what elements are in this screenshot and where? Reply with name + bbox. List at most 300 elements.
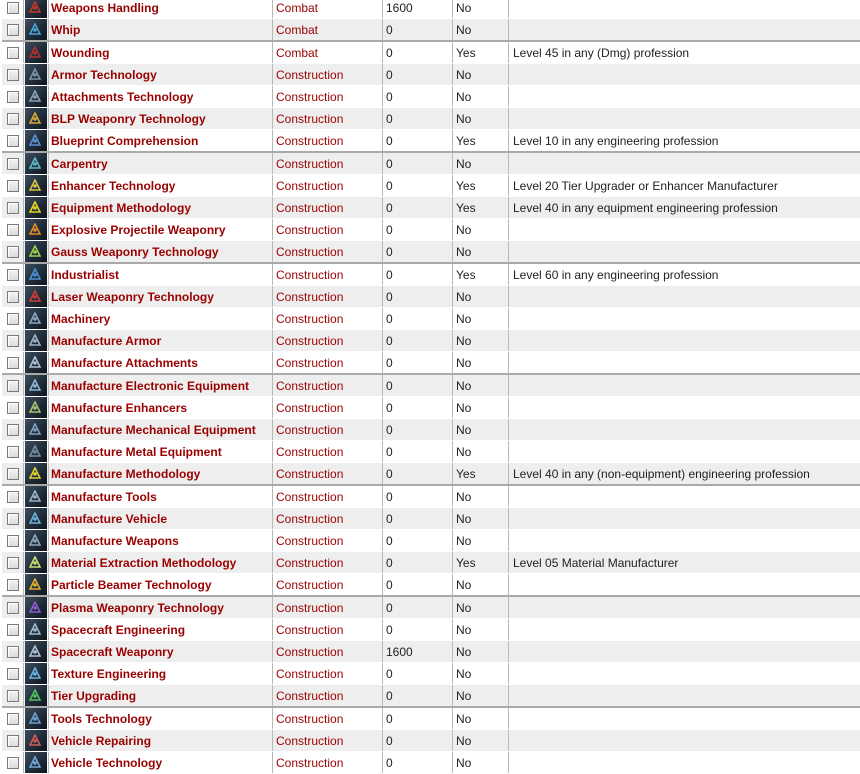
select-checkbox[interactable] [7, 69, 19, 81]
select-checkbox[interactable] [7, 158, 19, 170]
select-cell [2, 241, 24, 264]
skill-category: Construction [273, 619, 383, 641]
skill-limited: No [453, 641, 509, 663]
icon-cell [24, 619, 49, 641]
select-cell [2, 619, 24, 641]
plasma-icon-glyph [29, 601, 41, 613]
skill-category: Construction [273, 552, 383, 574]
skill-name[interactable]: Vehicle Repairing [49, 730, 273, 752]
skill-name[interactable]: Manufacture Metal Equipment [49, 441, 273, 463]
select-cell [2, 352, 24, 375]
select-checkbox[interactable] [7, 135, 19, 147]
skill-name[interactable]: Manufacture Weapons [49, 530, 273, 552]
select-checkbox[interactable] [7, 602, 19, 614]
select-checkbox[interactable] [7, 402, 19, 414]
icon-cell [24, 397, 49, 419]
skill-requirement: Level 40 in any (non-equipment) engineering profession [509, 463, 860, 486]
skill-limited: No [453, 485, 509, 508]
spacecraft-icon-glyph [29, 623, 41, 635]
select-checkbox[interactable] [7, 646, 19, 658]
icon-cell [24, 130, 49, 153]
select-cell [2, 152, 24, 175]
manufacture-enhancers-icon-glyph [29, 401, 41, 413]
skill-cost: 0 [383, 286, 453, 308]
skill-category: Construction [273, 707, 383, 730]
select-cell [2, 552, 24, 574]
skill-row [2, 108, 860, 130]
skill-limited: No [453, 330, 509, 352]
skill-cost: 0 [383, 175, 453, 197]
armor-icon [25, 64, 47, 85]
skill-row [2, 286, 860, 308]
select-cell [2, 730, 24, 752]
icon-cell [24, 263, 49, 286]
select-checkbox[interactable] [7, 2, 19, 14]
icon-cell [24, 197, 49, 219]
skill-limited: No [453, 397, 509, 419]
skill-cost: 0 [383, 419, 453, 441]
manufacture-attachments-icon [25, 352, 47, 373]
skill-limited: No [453, 508, 509, 530]
skill-requirement [509, 707, 860, 730]
skill-cost: 0 [383, 152, 453, 175]
skill-category: Construction [273, 730, 383, 752]
blp-weapon-icon [25, 108, 47, 129]
skill-name[interactable]: Texture Engineering [49, 663, 273, 685]
select-checkbox[interactable] [7, 224, 19, 236]
skill-cost: 0 [383, 263, 453, 286]
skill-category: Construction [273, 685, 383, 708]
select-checkbox[interactable] [7, 535, 19, 547]
skill-row [2, 619, 860, 641]
skill-name[interactable]: Tools Technology [49, 707, 273, 730]
select-cell [2, 397, 24, 419]
skill-name[interactable]: Manufacture Tools [49, 485, 273, 508]
skill-row [2, 308, 860, 330]
select-cell [2, 530, 24, 552]
skill-category: Construction [273, 152, 383, 175]
wound-icon-glyph [29, 46, 41, 58]
skill-limited: No [453, 441, 509, 463]
skill-row [2, 19, 860, 42]
vehicle-repair-icon-glyph [29, 734, 41, 746]
select-checkbox[interactable] [7, 557, 19, 569]
skill-row [2, 330, 860, 352]
skill-row [2, 0, 860, 19]
skill-row [2, 197, 860, 219]
skill-row [2, 263, 860, 286]
skill-cost: 1600 [383, 641, 453, 663]
skill-name[interactable]: Blueprint Comprehension [49, 130, 273, 153]
extraction-icon [25, 552, 47, 573]
skill-row [2, 419, 860, 441]
skill-name[interactable]: Gauss Weaponry Technology [49, 241, 273, 264]
skill-requirement [509, 86, 860, 108]
vehicle-icon [25, 508, 47, 529]
skill-requirement [509, 574, 860, 597]
vehicle-repair-icon [25, 730, 47, 751]
select-cell [2, 108, 24, 130]
skill-category: Construction [273, 64, 383, 86]
blp-weapon-icon-glyph [29, 112, 41, 124]
select-checkbox[interactable] [7, 202, 19, 214]
skill-row [2, 41, 860, 64]
skill-limited: No [453, 152, 509, 175]
plasma-icon [25, 597, 47, 618]
icon-cell [24, 596, 49, 619]
select-cell [2, 463, 24, 486]
select-checkbox[interactable] [7, 335, 19, 347]
select-cell [2, 641, 24, 663]
select-checkbox[interactable] [7, 180, 19, 192]
electronics-icon [25, 375, 47, 396]
manufacture-weapons-icon [25, 530, 47, 551]
particle-beam-icon [25, 574, 47, 595]
select-checkbox[interactable] [7, 313, 19, 325]
select-checkbox[interactable] [7, 246, 19, 258]
icon-cell [24, 530, 49, 552]
skill-requirement [509, 397, 860, 419]
skill-name[interactable]: Tier Upgrading [49, 685, 273, 708]
skill-cost: 0 [383, 219, 453, 241]
skill-name[interactable]: Manufacture Vehicle [49, 508, 273, 530]
skill-limited: No [453, 619, 509, 641]
arrows-icon-glyph [29, 467, 41, 479]
skill-category: Construction [273, 641, 383, 663]
icon-cell [24, 552, 49, 574]
skill-limited: No [453, 352, 509, 375]
skill-cost: 0 [383, 485, 453, 508]
laser-icon [25, 286, 47, 307]
skill-cost: 0 [383, 397, 453, 419]
enhancer-icon-glyph [29, 179, 41, 191]
skill-requirement [509, 152, 860, 175]
skill-category: Construction [273, 441, 383, 463]
skill-cost: 0 [383, 352, 453, 375]
select-cell [2, 19, 24, 42]
skill-requirement [509, 308, 860, 330]
skill-category: Construction [273, 241, 383, 264]
icon-cell [24, 441, 49, 463]
skill-name[interactable]: Carpentry [49, 152, 273, 175]
select-checkbox[interactable] [7, 291, 19, 303]
icon-cell [24, 663, 49, 685]
icon-cell [24, 0, 49, 19]
icon-cell [24, 752, 49, 774]
arrows-icon [25, 463, 47, 484]
select-cell [2, 175, 24, 197]
skill-category: Combat [273, 0, 383, 19]
skill-cost: 0 [383, 752, 453, 774]
select-checkbox[interactable] [7, 624, 19, 636]
select-checkbox[interactable] [7, 690, 19, 702]
skill-name[interactable]: Particle Beamer Technology [49, 574, 273, 597]
skill-name[interactable]: Equipment Methodology [49, 197, 273, 219]
skill-cost: 0 [383, 463, 453, 486]
skill-cost: 0 [383, 41, 453, 64]
skill-row [2, 641, 860, 663]
skill-requirement [509, 241, 860, 264]
skill-name[interactable]: Manufacture Attachments [49, 352, 273, 375]
skill-requirement: Level 10 in any engineering profession [509, 130, 860, 153]
skill-name[interactable]: Vehicle Technology [49, 752, 273, 774]
skills-table-body [2, 0, 860, 774]
skill-cost: 0 [383, 707, 453, 730]
skill-cost: 0 [383, 619, 453, 641]
skill-row [2, 685, 860, 708]
select-checkbox[interactable] [7, 113, 19, 125]
skill-cost: 0 [383, 441, 453, 463]
select-cell [2, 41, 24, 64]
select-cell [2, 219, 24, 241]
select-cell [2, 330, 24, 352]
skill-requirement [509, 286, 860, 308]
skill-name[interactable]: Armor Technology [49, 64, 273, 86]
icon-cell [24, 64, 49, 86]
skill-cost: 0 [383, 596, 453, 619]
skill-requirement [509, 530, 860, 552]
skill-requirement [509, 419, 860, 441]
skill-limited: Yes [453, 175, 509, 197]
select-cell [2, 374, 24, 397]
icon-cell [24, 463, 49, 486]
manufacture-attachments-icon-glyph [29, 356, 41, 368]
skill-requirement [509, 374, 860, 397]
skill-requirement [509, 752, 860, 774]
icon-cell [24, 330, 49, 352]
radiation-icon [25, 197, 47, 218]
select-cell [2, 685, 24, 708]
skill-requirement [509, 685, 860, 708]
skill-requirement: Level 40 in any equipment engineering profession [509, 197, 860, 219]
skill-name[interactable]: Enhancer Technology [49, 175, 273, 197]
skill-name[interactable]: Machinery [49, 308, 273, 330]
skill-row [2, 485, 860, 508]
skill-cost: 0 [383, 19, 453, 42]
metal-icon [25, 441, 47, 462]
icon-cell [24, 574, 49, 597]
manufacture-armor-icon [25, 330, 47, 351]
skill-requirement: Level 60 in any engineering profession [509, 263, 860, 286]
skill-row [2, 64, 860, 86]
skill-cost: 0 [383, 530, 453, 552]
attachment-icon-glyph [29, 90, 41, 102]
select-checkbox[interactable] [7, 579, 19, 591]
skill-category: Construction [273, 752, 383, 774]
select-checkbox[interactable] [7, 380, 19, 392]
skill-name[interactable]: Spacecraft Engineering [49, 619, 273, 641]
skill-limited: No [453, 730, 509, 752]
icon-cell [24, 175, 49, 197]
icon-cell [24, 374, 49, 397]
metal-icon-glyph [29, 445, 41, 457]
skill-row [2, 552, 860, 574]
carpentry-icon-glyph [29, 157, 41, 169]
skill-requirement [509, 219, 860, 241]
gauss-icon-glyph [29, 245, 41, 257]
armor-icon-glyph [29, 68, 41, 80]
skill-requirement: Level 20 Tier Upgrader or Enhancer Manufacturer [509, 175, 860, 197]
select-checkbox[interactable] [7, 735, 19, 747]
skill-limited: No [453, 374, 509, 397]
skill-category: Construction [273, 308, 383, 330]
mechanical-icon [25, 419, 47, 440]
skill-name[interactable]: Spacecraft Weaponry [49, 641, 273, 663]
skill-category: Construction [273, 574, 383, 597]
electronics-icon-glyph [29, 379, 41, 391]
select-cell [2, 64, 24, 86]
select-checkbox[interactable] [7, 468, 19, 480]
skill-category: Construction [273, 508, 383, 530]
skill-category: Construction [273, 108, 383, 130]
skill-name[interactable]: Manufacture Enhancers [49, 397, 273, 419]
skill-limited: Yes [453, 41, 509, 64]
skill-name[interactable]: Manufacture Methodology [49, 463, 273, 486]
select-checkbox[interactable] [7, 91, 19, 103]
select-cell [2, 752, 24, 774]
skill-category: Combat [273, 41, 383, 64]
skill-category: Construction [273, 374, 383, 397]
icon-cell [24, 641, 49, 663]
weapon-icon [25, 0, 47, 18]
select-cell [2, 130, 24, 153]
select-checkbox[interactable] [7, 269, 19, 281]
skill-limited: No [453, 574, 509, 597]
blueprint-icon-glyph [29, 134, 41, 146]
select-checkbox[interactable] [7, 446, 19, 458]
select-cell [2, 286, 24, 308]
skill-name[interactable]: Whip [49, 19, 273, 42]
select-checkbox[interactable] [7, 24, 19, 36]
spacecraft-weapon-icon-glyph [29, 645, 41, 657]
skill-requirement [509, 641, 860, 663]
skill-name[interactable]: Explosive Projectile Weaponry [49, 219, 273, 241]
skill-category: Construction [273, 663, 383, 685]
mechanical-icon-glyph [29, 423, 41, 435]
select-cell [2, 263, 24, 286]
skill-name[interactable]: Attachments Technology [49, 86, 273, 108]
skill-row [2, 397, 860, 419]
texture-icon-glyph [29, 667, 41, 679]
skill-category: Construction [273, 130, 383, 153]
skill-requirement [509, 663, 860, 685]
skill-row [2, 463, 860, 486]
icon-cell [24, 19, 49, 42]
machinery-icon [25, 308, 47, 329]
skill-row [2, 707, 860, 730]
select-cell [2, 663, 24, 685]
skill-category: Construction [273, 175, 383, 197]
particle-beam-icon-glyph [29, 578, 41, 590]
select-cell [2, 574, 24, 597]
skill-name[interactable]: Plasma Weaponry Technology [49, 596, 273, 619]
industrialist-icon [25, 264, 47, 285]
skill-row [2, 175, 860, 197]
skill-category: Construction [273, 197, 383, 219]
select-checkbox[interactable] [7, 713, 19, 725]
select-checkbox[interactable] [7, 491, 19, 503]
skill-cost: 0 [383, 730, 453, 752]
skill-requirement [509, 441, 860, 463]
skill-name[interactable]: Industrialist [49, 263, 273, 286]
skill-limited: No [453, 752, 509, 774]
enhancer-icon [25, 175, 47, 196]
skill-category: Construction [273, 530, 383, 552]
icon-cell [24, 86, 49, 108]
skill-name[interactable]: Laser Weaponry Technology [49, 286, 273, 308]
select-cell [2, 485, 24, 508]
industrialist-icon-glyph [29, 268, 41, 280]
tier-upgrade-icon-glyph [29, 689, 41, 701]
manufacture-enhancers-icon [25, 397, 47, 418]
icon-cell [24, 730, 49, 752]
skill-row [2, 374, 860, 397]
skill-cost: 0 [383, 330, 453, 352]
select-cell [2, 197, 24, 219]
attachment-icon [25, 86, 47, 107]
select-checkbox[interactable] [7, 47, 19, 59]
skill-category: Construction [273, 596, 383, 619]
machinery-icon-glyph [29, 312, 41, 324]
skill-name[interactable]: BLP Weaponry Technology [49, 108, 273, 130]
explosion-icon-glyph [29, 223, 41, 235]
skill-row [2, 530, 860, 552]
skill-category: Construction [273, 86, 383, 108]
skill-requirement [509, 730, 860, 752]
skill-cost: 0 [383, 574, 453, 597]
skill-name[interactable]: Material Extraction Methodology [49, 552, 273, 574]
skill-row [2, 130, 860, 153]
skill-limited: No [453, 219, 509, 241]
skill-category: Construction [273, 485, 383, 508]
skill-category: Construction [273, 219, 383, 241]
skills-table [2, 0, 860, 774]
wound-icon [25, 42, 47, 63]
skill-limited: Yes [453, 552, 509, 574]
texture-icon [25, 663, 47, 684]
select-checkbox[interactable] [7, 424, 19, 436]
select-checkbox[interactable] [7, 668, 19, 680]
skill-requirement [509, 619, 860, 641]
skill-cost: 0 [383, 552, 453, 574]
skill-cost: 0 [383, 130, 453, 153]
skill-name[interactable]: Manufacture Armor [49, 330, 273, 352]
skill-name[interactable]: Manufacture Mechanical Equipment [49, 419, 273, 441]
skill-row [2, 352, 860, 375]
icon-cell [24, 41, 49, 64]
skill-limited: No [453, 0, 509, 19]
spacecraft-weapon-icon [25, 641, 47, 662]
skill-name[interactable]: Weapons Handling [49, 0, 273, 19]
skill-name[interactable]: Manufacture Electronic Equipment [49, 374, 273, 397]
skill-limited: No [453, 707, 509, 730]
skill-limited: Yes [453, 463, 509, 486]
select-checkbox[interactable] [7, 513, 19, 525]
skill-limited: No [453, 108, 509, 130]
skill-category: Construction [273, 352, 383, 375]
skill-cost: 0 [383, 308, 453, 330]
icon-cell [24, 707, 49, 730]
skill-category: Construction [273, 397, 383, 419]
skill-row [2, 86, 860, 108]
skill-cost: 1600 [383, 0, 453, 19]
skill-row [2, 663, 860, 685]
skill-name[interactable]: Wounding [49, 41, 273, 64]
select-cell [2, 308, 24, 330]
select-checkbox[interactable] [7, 357, 19, 369]
skill-limited: No [453, 308, 509, 330]
tools-tech-icon [25, 708, 47, 729]
